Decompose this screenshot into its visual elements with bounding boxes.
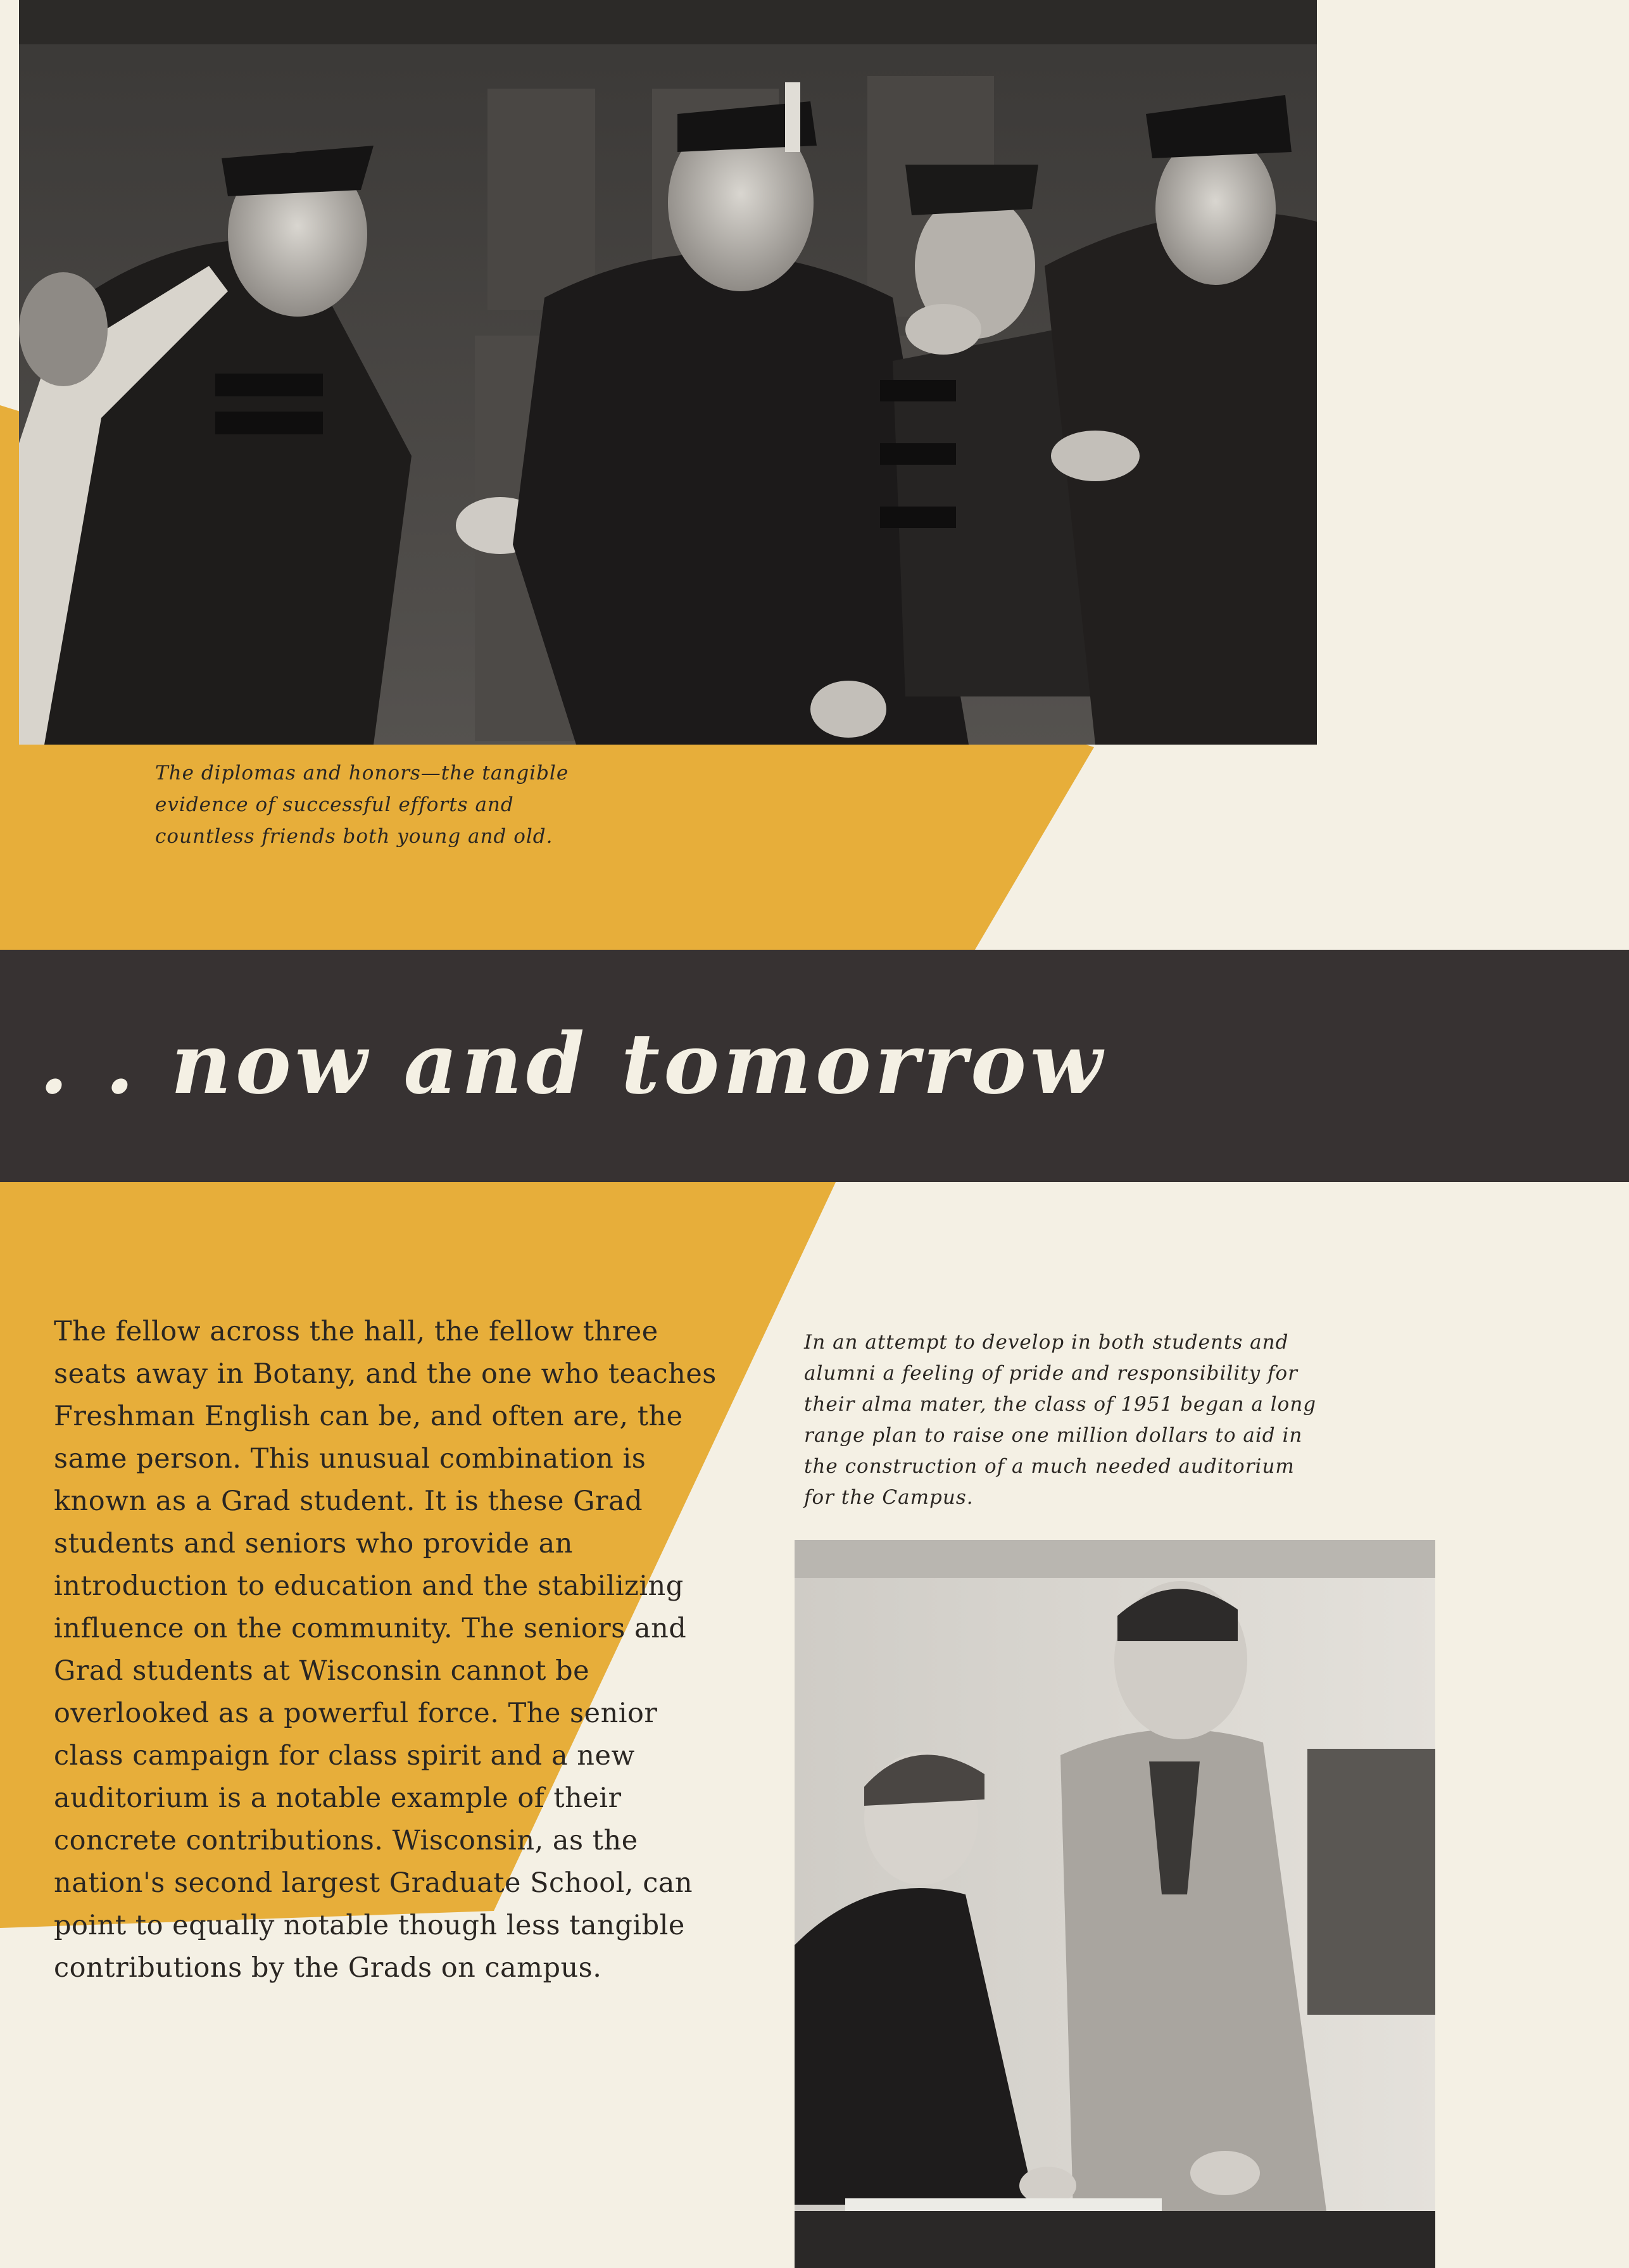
body-line: point to equally notable though less tangible xyxy=(54,1910,685,1941)
body-line: contributions by the Grads on campus. xyxy=(54,1952,602,1984)
body-line: Grad students at Wisconsin cannot be xyxy=(54,1655,590,1687)
students-signing-photo xyxy=(795,1540,1435,2268)
body-line: seats away in Botany, and the one who teaches xyxy=(54,1358,717,1390)
body-line: The fellow across the hall, the fellow three xyxy=(54,1316,658,1347)
graduation-ceremony-photo xyxy=(19,0,1317,745)
top-photo-caption: The diplomas and honors—the tangible evidence of successful efforts and countless friends both young and old. xyxy=(155,762,569,848)
body-line: students and seniors who provide an xyxy=(54,1528,573,1559)
body-line: Freshman English can be, and often are, the xyxy=(54,1401,683,1432)
page-heading: . . now and tomorrow xyxy=(39,1015,1106,1113)
bottom-photo-caption: In an attempt to develop in both students and alumni a feeling of pride and responsibility for their alma mater, the class of 1951 began a long range plan to raise one million dollars to aid in the construction of a much needed auditorium for the Campus. xyxy=(804,1331,1317,1509)
body-paragraph xyxy=(54,1311,763,1989)
body-line: overlooked as a powerful force. The senior xyxy=(54,1698,658,1729)
body-line: known as a Grad student. It is these Grad xyxy=(54,1485,643,1517)
body-line: introduction to education and the stabilizing xyxy=(54,1570,684,1602)
body-line: concrete contributions. Wisconsin, as the xyxy=(54,1825,638,1856)
signing-photo-icon xyxy=(795,1540,1435,2268)
ceremony-photo-icon xyxy=(19,0,1317,745)
body-line: same person. This unusual combination is xyxy=(54,1443,646,1475)
body-line: auditorium is a notable example of their xyxy=(54,1782,622,1814)
body-line: influence on the community. The seniors and xyxy=(54,1613,687,1644)
body-line: nation's second largest Graduate School, can xyxy=(54,1867,693,1899)
body-line: class campaign for class spirit and a new xyxy=(54,1740,635,1772)
